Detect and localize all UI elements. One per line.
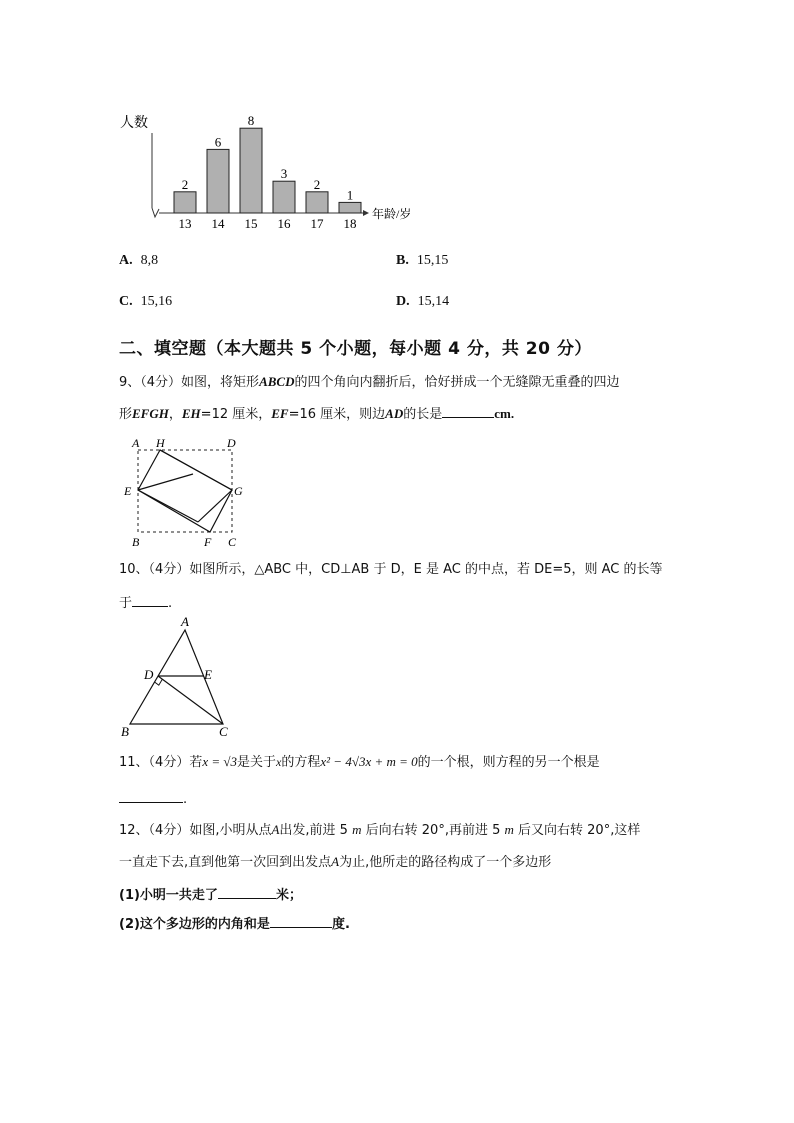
q11-var-x: x — [276, 755, 282, 769]
q9-figure-rectangle — [118, 434, 258, 554]
x-tick-label: 15 — [244, 216, 258, 230]
q10-answer-blank[interactable] — [132, 592, 168, 607]
q12-text: 为止,他所走的路径构成了一个多边形 — [339, 855, 552, 870]
q11-equation-root: x = √3 — [202, 754, 238, 769]
q12-sub2 — [119, 913, 350, 935]
q9-line2 — [119, 403, 514, 425]
bar-17 — [306, 192, 328, 213]
q12-sub1 — [119, 884, 302, 906]
q12-unit: m — [504, 822, 514, 837]
option-a-value: 8,8 — [140, 253, 159, 268]
option-d[interactable] — [396, 294, 449, 310]
q9-number: 9、（4分） — [119, 375, 182, 390]
q12-point-a: A — [331, 854, 340, 869]
q9-text: 的长是 — [403, 407, 443, 422]
bar-16 — [273, 181, 295, 213]
q9-var-eh: EH — [181, 406, 201, 421]
bar-18 — [339, 202, 361, 213]
bar-value-label: 8 — [247, 113, 255, 129]
q10-label-e: E — [204, 667, 212, 682]
x-tick-label: 13 — [178, 216, 192, 230]
q11-line2 — [119, 788, 187, 810]
q11-line1 — [119, 752, 600, 773]
q12-sub1-text: (1)小明一共走了 — [119, 888, 218, 903]
q11-text-end: . — [183, 792, 188, 807]
q9-text: 如图，将矩形 — [181, 375, 260, 390]
q9-text: 的四个角向内翻折后，恰好拼成一个无缝隙无重叠的四边 — [294, 375, 620, 390]
option-b[interactable] — [396, 253, 448, 269]
age-bar-chart — [110, 105, 430, 230]
q11-number: 11、（4分） — [119, 755, 190, 770]
q11-text: 是关于 — [237, 755, 277, 770]
x-tick-label: 17 — [310, 216, 324, 230]
q9-text: ， — [168, 407, 182, 422]
x-tick-label: 14 — [211, 216, 225, 230]
chart-xlabel: 年龄/岁 — [372, 207, 412, 221]
q12-text: 如图,小明从点 — [189, 823, 272, 838]
x-tick-label: 16 — [277, 216, 291, 230]
option-a[interactable] — [119, 253, 158, 269]
q12-text: 出发,前进 5 — [279, 823, 348, 838]
q12-number: 12、（4分） — [119, 823, 190, 838]
q9-label-g: G — [234, 484, 243, 498]
q10-text: 于 — [119, 596, 133, 611]
q9-var-abcd: ABCD — [259, 374, 295, 389]
q12-sub2-text: (2)这个多边形的内角和是 — [119, 917, 270, 932]
q9-unit: cm. — [494, 406, 515, 421]
q10-label-a: A — [181, 614, 189, 629]
option-d-value: 15,14 — [417, 294, 450, 309]
x-axis-arrow — [363, 210, 369, 216]
bar-15 — [240, 128, 262, 213]
option-a-letter: A. — [119, 253, 133, 268]
option-b-letter: B. — [396, 253, 409, 268]
bar-value-label: 2 — [181, 176, 189, 192]
q9-text: 形 — [119, 407, 133, 422]
q10-line1 — [119, 560, 663, 580]
option-d-letter: D. — [396, 294, 410, 309]
q10-text-end: . — [168, 596, 173, 611]
bar-value-label: 6 — [214, 134, 222, 150]
q9-label-d: D — [227, 436, 236, 450]
bar-13 — [174, 192, 196, 213]
q10-text: 如图所示，△ABC 中，CD⊥AB 于 D，E 是 AC 的中点，若 DE=5，则 AC 的长等 — [189, 562, 663, 577]
q9-text: =12 厘米， — [200, 407, 272, 422]
q9-label-e: E — [124, 484, 132, 498]
q9-label-a: A — [132, 436, 140, 450]
section-title: 二、填空题（本大题共 5 个小题，每小题 4 分，共 20 分） — [119, 339, 592, 359]
q9-var-ef: EF — [271, 406, 289, 421]
option-c-letter: C. — [119, 294, 133, 309]
q12-sub1-end: 米； — [275, 888, 302, 903]
x-tick-label: 18 — [343, 216, 357, 230]
q10-number: 10、（4分） — [119, 562, 190, 577]
q10-label-c: C — [219, 724, 228, 739]
q11-text: 的一个根，则方程的另一个根是 — [417, 755, 600, 770]
q11-answer-blank[interactable] — [119, 788, 183, 803]
q9-var-ad: AD — [385, 406, 404, 421]
q9-text: =16 厘米，则边 — [288, 407, 386, 422]
q12-text: 后又向右转 20°,这样 — [518, 823, 641, 838]
q9-var-efgh: EFGH — [132, 406, 169, 421]
q12-text: 一直走下去,直到他第一次回到出发点 — [119, 855, 332, 870]
q10-figure-triangle — [113, 612, 243, 740]
q12-sub2-end: 度. — [331, 917, 350, 932]
q11-text: 若 — [189, 755, 203, 770]
q12-point-a: A — [271, 822, 280, 837]
q9-label-b: B — [132, 535, 140, 549]
q9-label-c: C — [228, 535, 237, 549]
q9-label-f: F — [204, 535, 212, 549]
option-b-value: 15,15 — [416, 253, 449, 268]
q10-label-d: D — [144, 667, 154, 682]
axis-break — [152, 208, 159, 217]
option-c[interactable] — [119, 294, 172, 310]
q9-line1 — [119, 372, 619, 393]
q12-sub2-blank[interactable] — [270, 913, 332, 928]
bar-value-label: 3 — [280, 166, 288, 182]
option-c-value: 15,16 — [140, 294, 173, 309]
bar-value-label: 1 — [346, 187, 354, 203]
q11-equation: x² − 4√3x + m = 0 — [320, 754, 418, 769]
bar-value-label: 2 — [313, 176, 321, 192]
q9-label-h: H — [156, 436, 165, 450]
q12-line2 — [119, 852, 551, 873]
chart-ylabel: 人数 — [120, 116, 148, 131]
q12-text: 后向右转 20°,再前进 5 — [365, 823, 501, 838]
q11-text: 的方程 — [281, 755, 321, 770]
q12-sub1-blank[interactable] — [218, 884, 276, 899]
q9-answer-blank[interactable] — [442, 403, 494, 418]
bar-14 — [207, 149, 229, 213]
q10-label-b: B — [121, 724, 129, 739]
q12-unit: m — [352, 822, 362, 837]
q10-line2 — [119, 592, 172, 614]
q12-line1 — [119, 820, 640, 841]
